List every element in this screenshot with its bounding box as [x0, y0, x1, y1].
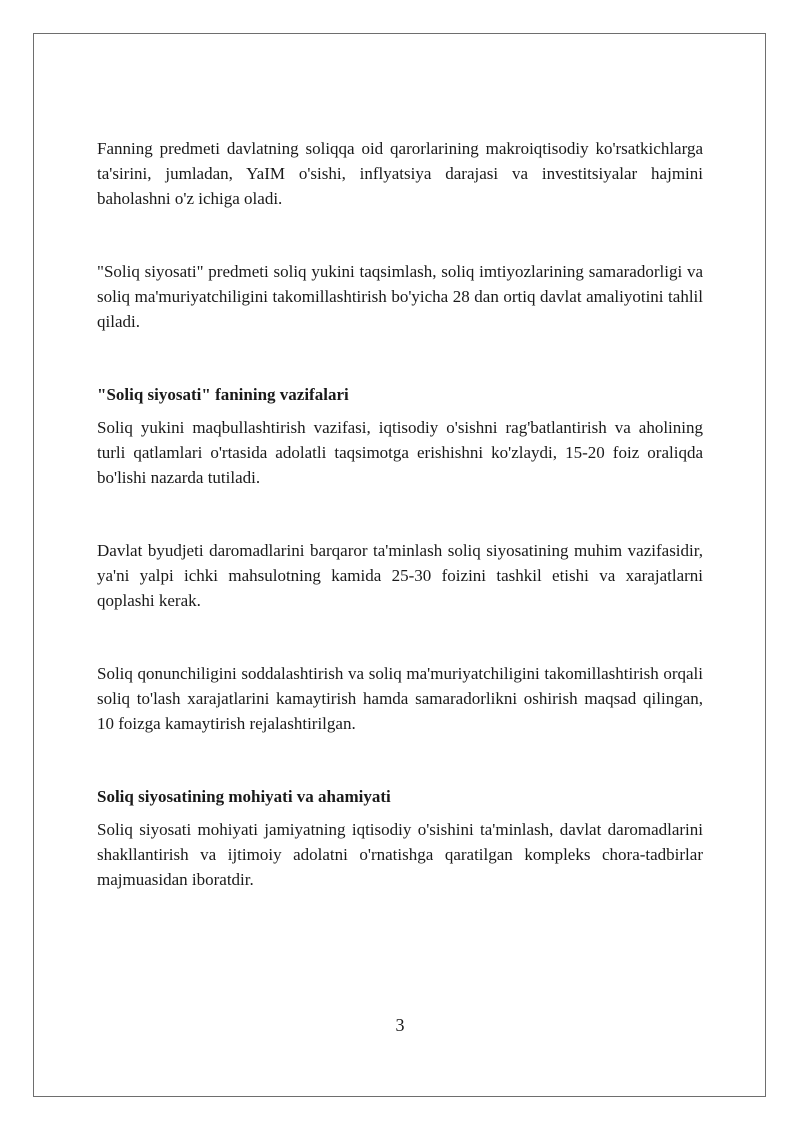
paragraph-subject-macro: Fanning predmeti davlatning soliqqa oid qarorlarining makroiqtisodiy ko'rsatkichlarga ta'sirini, jumladan, YaIM o'sishi, inflyatsiya darajasi va investitsiyalar hajmini baholashni o'z ichiga oladi. [97, 139, 703, 208]
page-number: 3 [395, 1015, 405, 1035]
section-heading-tasks: "Soliq siyosati" fanining vazifalari [97, 385, 349, 404]
document-body [97, 136, 703, 892]
paragraph-essence: Soliq siyosati mohiyati jamiyatning iqtisodiy o'sishini ta'minlash, davlat daromadlarini shakllantirish va ijtimoiy adolatni o'rnatishga qaratilgan kompleks chora-tadbirlar majmuasidan iboratdir. [97, 820, 703, 889]
paragraph-simplification: Soliq qonunchiligini soddalashtirish va soliq ma'muriyatchiligini takomillashtirish orqali soliq to'lash xarajatlarini kamaytirish hamda samaradorlikni oshirish maqsad qilingan, 10 foizga kamaytirish rejalashtirilgan. [97, 664, 703, 733]
paragraph-subject-tax-policy: "Soliq siyosati" predmeti soliq yukini taqsimlash, soliq imtiyozlarining samaradorligi va soliq ma'muriyatchiligini takomillashtirish bo'yicha 28 dan ortiq davlat amaliyotini tahlil qiladi. [97, 262, 703, 331]
paragraph-budget-revenue: Davlat byudjeti daromadlarini barqaror ta'minlash soliq siyosatining muhim vazifasidir, ya'ni yalpi ichki mahsulotning kamida 25-30 foizini tashkil etishi va xarajatlarni qoplashi kerak. [97, 541, 703, 610]
paragraph-tax-burden: Soliq yukini maqbullashtirish vazifasi, iqtisodiy o'sishni rag'batlantirish va aholining turli qatlamlari o'rtasida adolatli taqsimotga erishishni ko'zlaydi, 15-20 foiz oraliqda bo'lishi nazarda tutiladi. [97, 418, 703, 487]
section-heading-essence: Soliq siyosatining mohiyati va ahamiyati [97, 787, 391, 806]
